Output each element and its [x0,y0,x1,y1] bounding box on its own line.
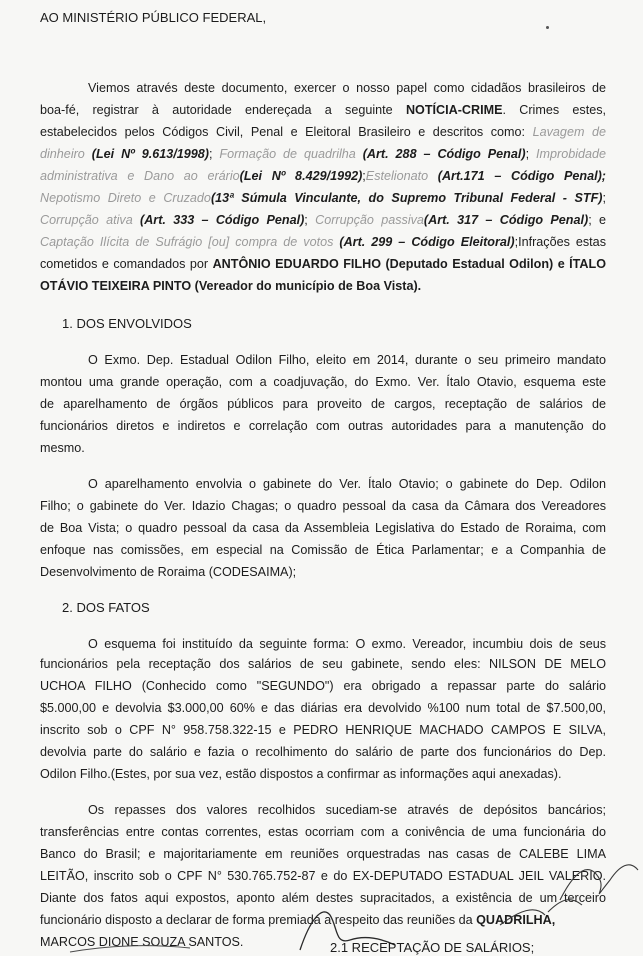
addressee-header: AO MINISTÉRIO PÚBLICO FEDERAL, [40,10,267,25]
subsection-2-1-heading: 2.1 RECEPTAÇÃO DE SALÁRIOS; [330,940,535,955]
notice-crime-label: NOTÍCIA-CRIME [405,103,503,117]
document-page: AO MINISTÉRIO PÚBLICO FEDERAL, Viemos através deste documento, exercer o nosso papel como cidadãos brasileiros de boa-fé, registrar à autoridade endereçada a seguinte NOTÍCIA-CRIME. Crimes estes, estabelecidos pelos Códigos Civil, Penal e Eleitoral Brasileiro e descritos como: Lavagem de dinheiro (Lei Nº 9.613/1998); Formação de quadrilha (Art. 288 – Código Penal); Improbidade administrativa e Dano ao erário(Lei Nº 8.429/1992);Estelionato (Art.171 – Código Penal); Nepotismo Direto e Cruzado(13ª Súmula Vinculante, do Supremo Tribunal Federal - STF); Corrupção ativa (Art. 333 – Código Penal); Corrupção passiva(Art. 317 – Código Penal); e Captação Ilícita de Sufrágio [ou] compra de votos (Art. 299 – Código Eleitoral);Infrações estas cometidos e comandados por ANTÔNIO EDUARDO FILHO (Deputado Estadual Odilon) e ÍTALO OTÁVIO TEIXEIRA PINTO (Vereador do município de Boa Vista). 1. DOS ENVOLVIDOS O Exmo. Dep. Estadual Odilon Filho, eleito em 2014, durante o seu primeiro mandato montou uma grande operação, com a coadjuvação, do Exmo. Ver. Ítalo Otavio, esquema este de aparelhamento de órgãos públicos para proveito de cargos, receptação de salários de funcionários diretos e indiretos e correlação com outras autoridades para a manutenção do mesmo. O aparelhamento envolvia o gabinete do Ver. Ítalo Otavio; o gabinete do Dep. Odilon Filho; o gabinete do Ver. Idazio Chagas; o quadro pessoal da casa da Câmara dos Vereadores de Boa Vista; o quadro pessoal da casa da Assembleia Legislativa do Estado de Roraima, com enfoque nas comissões, em especial na Comissão de Ética Parlamentar; e a Companhia de Desenvolvimento de Roraima (CODESAIMA); 2. DOS FATOS O esquema foi instituído da seguinte forma: O exmo. Vereador, incumbiu dois de seus funcionários pela receptação dos salários de seu gabinete, sendo eles: NILSON DE MELO UCHOA FILHO (Conhecido como "SEGUNDO") era obrigado a repassar parte do salário $5.000,00 e devolvia $3.000,00 60% e das diárias era devolvido %100 num total de $7.500,00, inscrito sob o CPF N° 958.758.322-15 e PEDRO HENRIQUE MACHADO CAMPOS E SILVA, devolvia parte do salário e fazia o recolhimento do salário de parte dos funcionários do Dep. Odilon Filho.(Estes, por sua vez, estão dispostos a confirmar as informações aqui anexadas). Os repasses dos valores recolhidos sucediam-se através de depósitos bancários; transferências entre contas correntes, estas ocorriam com a conivência de uma funcionária do Banco do Brasil; e majoritariamente em reuniões orquestradas nas casas de CALEBE LIMA LEITÃO, inscrito sob o CPF N° 530.765.752-87 e do EX-DEPUTADO ESTADUAL JEIL VALERIO. Diante dos fatos aqui expostos, aponto além destes supracitados, a existência de um terceiro funcionário disposto a declarar de forma premiada a respeito das reuniões da QUADRILHA, MARCOS DIONE SOUZA SANTOS. 2.1 RECEPTAÇÃO DE SALÁRIOS; [0,0,643,955]
corner-mark [546,26,549,29]
section-2-heading: 2. DOS FATOS [62,600,150,615]
section-1-heading: 1. DOS ENVOLVIDOS [62,316,192,331]
